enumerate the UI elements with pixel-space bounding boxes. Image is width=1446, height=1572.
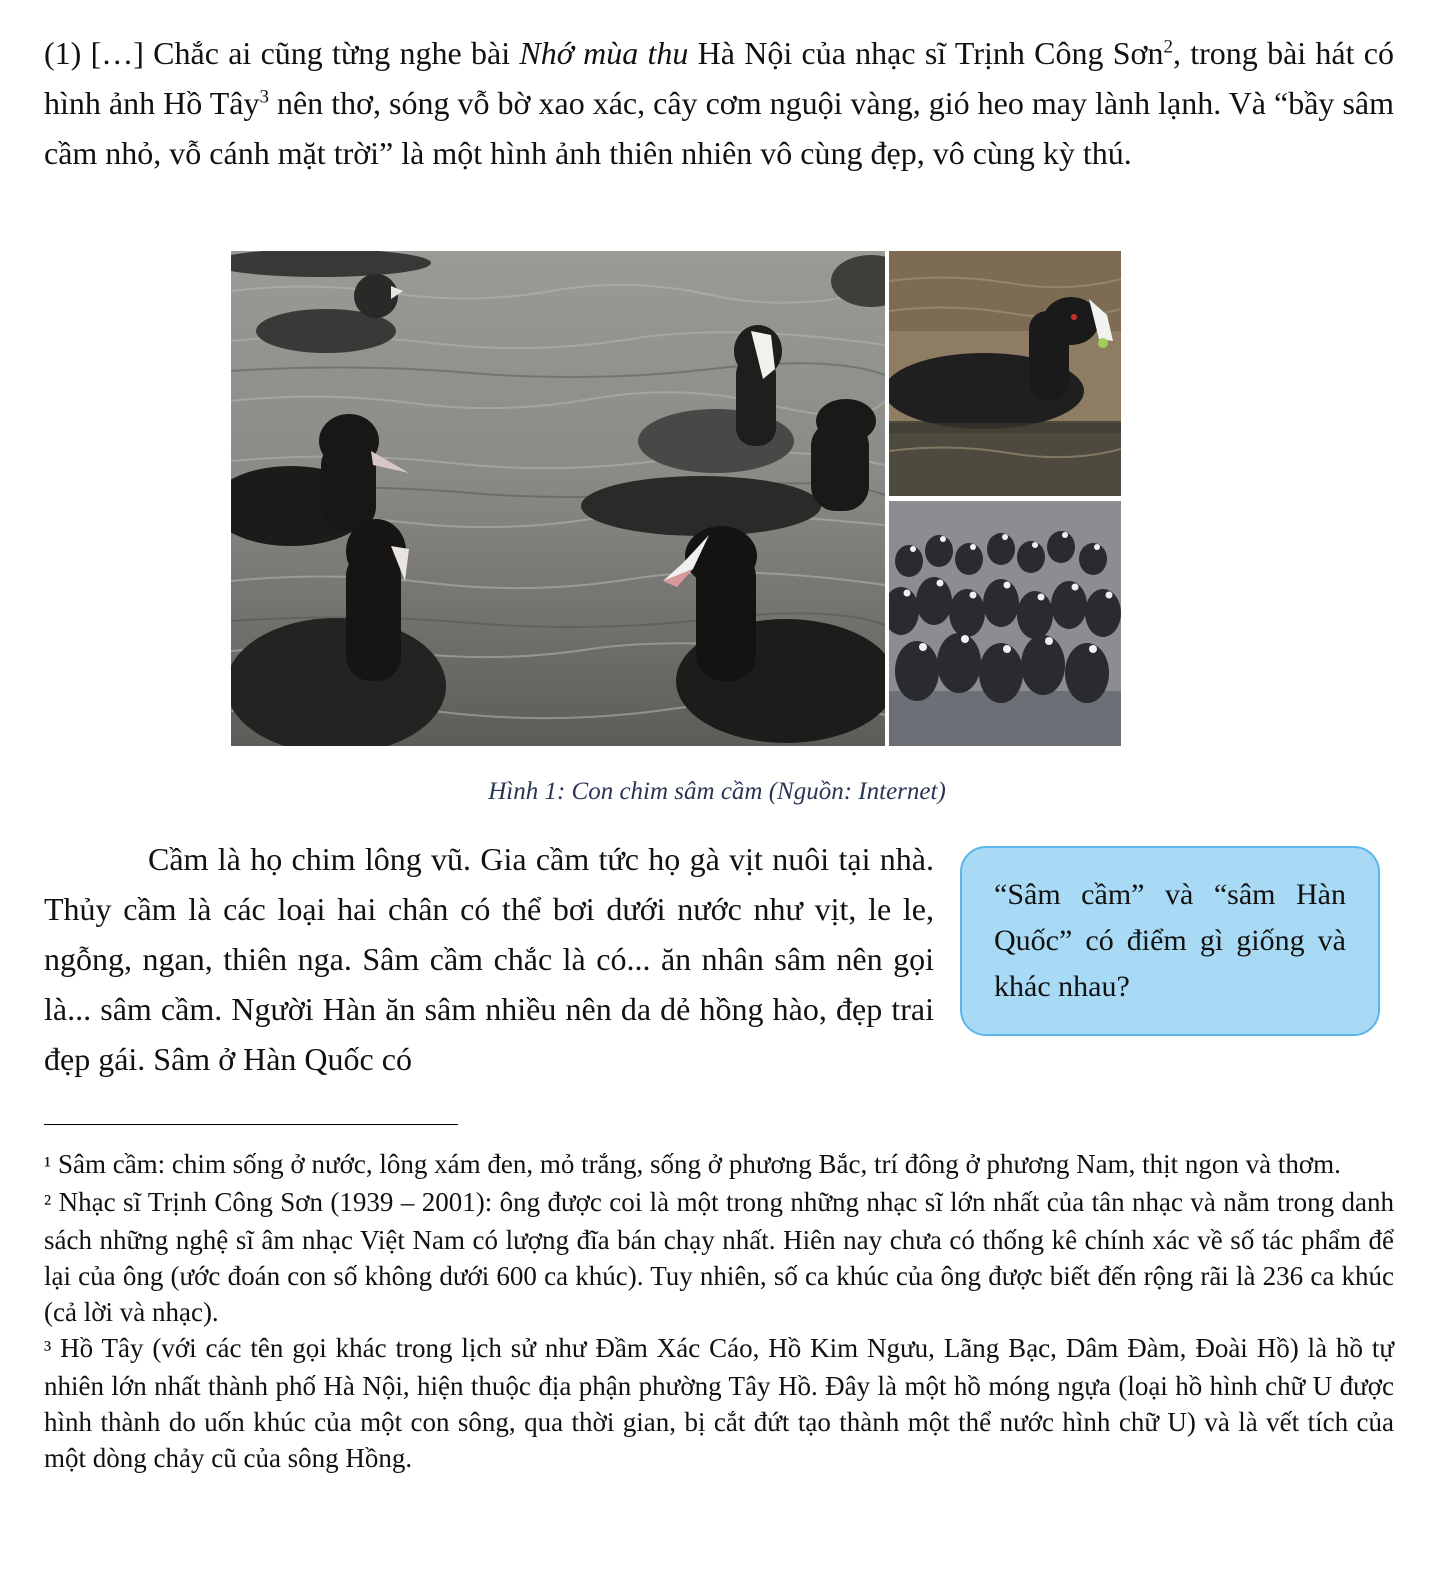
footnote-ref-2[interactable]: 2 (1163, 36, 1173, 58)
coots-swimming-photo (231, 251, 885, 746)
footnote-ref-3[interactable]: 3 (259, 86, 269, 108)
question-callout: “Sâm cầm” và “sâm Hàn Quốc” có điểm gì giống và khác nhau? (960, 846, 1380, 1036)
footnote-text: Nhạc sĩ Trịnh Công Sơn (1939 – 2001): ông được coi là một trong những nhạc sĩ lớn nhất của tân nhạc và nằm trong danh sách những nghệ sĩ âm nhạc Việt Nam có lượng đĩa bán chạy nhất. Hiên nay chưa có thống kê chính xác về số tác phẩm để lại của ông (ước đoán con số không dưới 600 ca khúc). Tuy nhiên, số ca khúc của ông được biết đến rộng rãi là 236 ca khúc (cả lời và nhạc). (44, 1187, 1394, 1327)
footnote-separator (44, 1124, 458, 1125)
footnote-text: Sâm cầm: chim sống ở nước, lông xám đen, mỏ trắng, sống ở phương Bắc, trí đông ở phương Nam, thịt ngon và thơm. (51, 1149, 1341, 1179)
body-paragraph: Cầm là họ chim lông vũ. Gia cầm tức họ gà vịt nuôi tại nhà. Thủy cầm là các loại hai chân có thể bơi dưới nước như vịt, le le, ngỗng, ngan, thiên nga. Sâm cầm chắc là có... ăn nhân sâm nên gọi là... sâm cầm. Người Hàn ăn sâm nhiều nên da dẻ hồng hào, đẹp trai đẹp gái. Sâm ở Hàn Quốc có (44, 841, 934, 1077)
footnote-mark: ¹ (44, 1153, 52, 1179)
coot-closeup-photo (889, 251, 1121, 496)
footnote-mark: ³ (44, 1337, 52, 1363)
footnote-2 (44, 1184, 1394, 1330)
intro-text-1: (1) […] Chắc ai cũng từng nghe bài (44, 35, 520, 71)
intro-text-2: Hà Nội của nhạc sĩ Trịnh Công Sơn (688, 35, 1164, 71)
intro-text-4: nên thơ, sóng vỗ bờ xao xác, cây cơm nguội vàng, gió heo may lành lạnh. Và “bầy sâm cầm nhỏ, vỗ cánh mặt trời” là một hình ảnh thiên nhiên vô cùng đẹp, vô cùng kỳ thú. (44, 85, 1395, 171)
footnotes (44, 1146, 1394, 1476)
song-title: Nhớ mùa thu (519, 35, 689, 71)
footnote-1 (44, 1146, 1394, 1184)
intro-text-3: , trong bài hát có hình ảnh Hồ Tây (44, 35, 1394, 121)
footnote-mark: ² (44, 1191, 52, 1217)
coot-figure (231, 251, 1121, 746)
coot-flock-photo (889, 501, 1121, 746)
figure-caption: Hình 1: Con chim sâm cầm (Nguồn: Internet) (488, 778, 946, 805)
intro-paragraph (44, 28, 1394, 178)
footnote-text: Hồ Tây (với các tên gọi khác trong lịch sử như Đầm Xác Cáo, Hồ Kim Ngưu, Lãng Bạc, Dâm Đàm, Đoài Hồ) là hồ tự nhiên lớn nhất thành phố Hà Nội, hiện thuộc địa phận phường Tây Hồ. Đây là một hồ móng ngựa (loại hồ hình chữ U được hình thành do uốn khúc của một con sông, qua thời gian, bị cắt đứt tạo thành một thể nước hình chữ U) và là vết tích của một dòng chảy cũ của sông Hồng. (44, 1333, 1394, 1473)
footnote-3 (44, 1330, 1394, 1476)
